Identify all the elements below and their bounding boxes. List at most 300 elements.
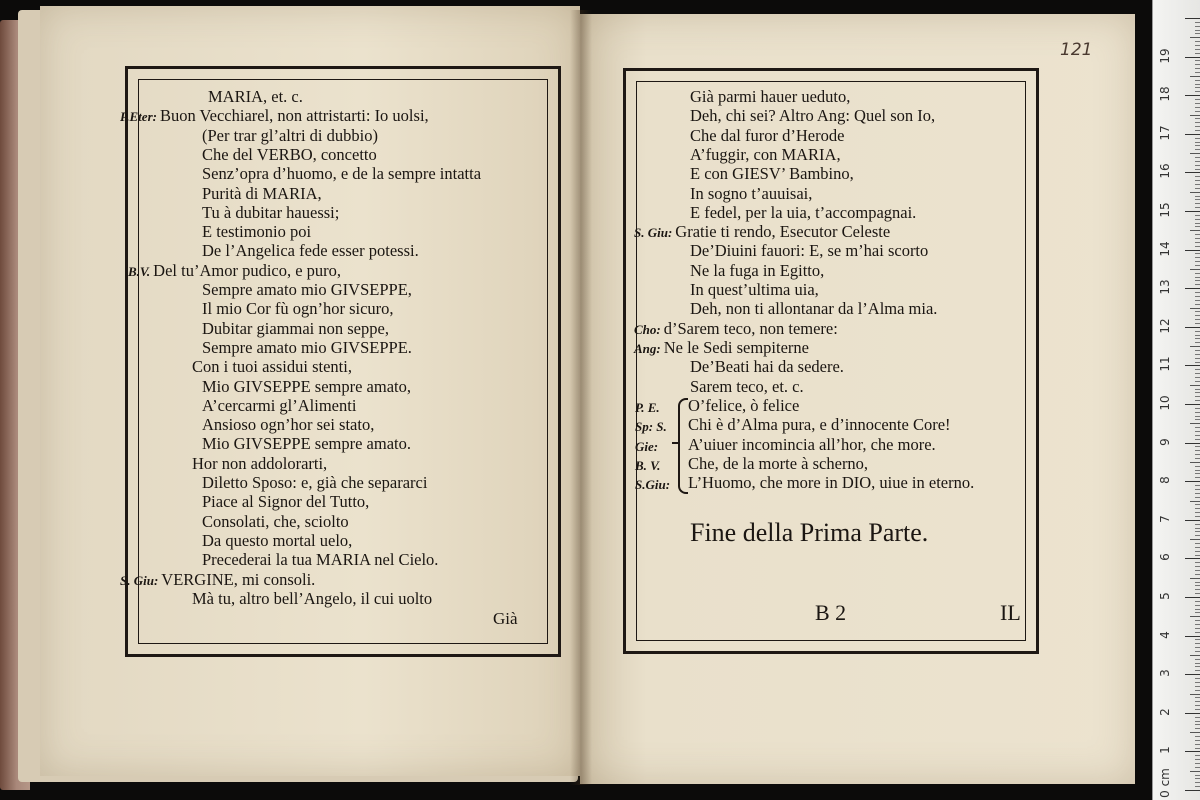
verse-line — [202, 320, 389, 338]
verse-line — [208, 88, 303, 106]
ruler-tick — [1185, 751, 1200, 752]
ruler-label: 12 — [1158, 318, 1172, 334]
ruler-tick — [1195, 358, 1200, 359]
ruler-tick — [1195, 68, 1200, 69]
verse-text: Deh, non ti allontanar da l’Alma mia. — [690, 299, 938, 319]
verse-text: De’Beati hai da sedere. — [690, 357, 844, 377]
ruler-tick — [1190, 578, 1200, 579]
verse-line — [202, 242, 419, 260]
ruler-tick — [1185, 597, 1200, 598]
ruler-tick — [1195, 531, 1200, 532]
ruler-tick — [1195, 53, 1200, 54]
ruler-tick — [1195, 724, 1200, 725]
verse-line — [202, 397, 356, 415]
ruler-tick — [1195, 392, 1200, 393]
ruler-tick — [1195, 130, 1200, 131]
verse-line — [202, 339, 412, 357]
verse-text: Buon Vecchiarel, non attristarti: Io uolsi, — [159, 106, 429, 126]
chorus-speaker: Gie: — [635, 438, 659, 454]
ruler-tick — [1195, 261, 1200, 262]
verse-text: E testimonio poi — [202, 222, 312, 242]
ruler-tick — [1195, 767, 1200, 768]
ruler-tick — [1195, 354, 1200, 355]
ruler-tick — [1195, 72, 1200, 73]
ruler-tick — [1190, 655, 1200, 656]
verse-line — [690, 185, 812, 203]
ruler-tick — [1195, 663, 1200, 664]
verse-line — [634, 223, 890, 242]
verse-line — [690, 88, 850, 106]
ruler-tick — [1195, 682, 1200, 683]
ruler-tick — [1195, 535, 1200, 536]
ruler-tick — [1195, 315, 1200, 316]
ruler-tick — [1190, 423, 1200, 424]
ruler-tick — [1195, 416, 1200, 417]
ruler-tick — [1195, 338, 1200, 339]
ruler-tick — [1195, 705, 1200, 706]
ruler-tick — [1195, 238, 1200, 239]
ruler-tick — [1195, 118, 1200, 119]
ruler-tick — [1195, 196, 1200, 197]
ruler-tick — [1185, 790, 1200, 791]
ruler-tick — [1195, 277, 1200, 278]
verse-text: Piace al Signor del Tutto, — [202, 492, 370, 512]
ruler-tick — [1195, 678, 1200, 679]
ruler-tick — [1195, 775, 1200, 776]
ruler-tick — [1195, 223, 1200, 224]
ruler-tick — [1195, 41, 1200, 42]
verse-line — [690, 242, 928, 260]
ruler-tick — [1195, 84, 1200, 85]
verse-text: VERGINE, mi consoli. — [161, 569, 316, 589]
verse-text: Ne la fuga in Egitto, — [690, 260, 825, 280]
speaker-label: B.V. — [128, 263, 151, 279]
verse-line — [120, 571, 315, 590]
ruler-tick — [1195, 504, 1200, 505]
ruler-tick — [1195, 80, 1200, 81]
ruler-tick — [1195, 412, 1200, 413]
ruler-label: 6 — [1158, 553, 1172, 562]
ruler-tick — [1195, 188, 1200, 189]
ruler-tick — [1195, 60, 1200, 61]
ruler-tick — [1195, 446, 1200, 447]
verse-line — [192, 455, 327, 473]
verse-line — [690, 146, 841, 164]
verse-text: Senz’opra d’huomo, e de la sempre intatta — [202, 164, 482, 184]
verse-text: (Per trar gl’altri di dubbio) — [202, 125, 378, 145]
ruler-tick — [1195, 373, 1200, 374]
ruler-tick — [1195, 199, 1200, 200]
ruler-tick — [1190, 346, 1200, 347]
ruler-tick — [1185, 713, 1200, 714]
ruler-tick — [1190, 771, 1200, 772]
folio-number: 121 — [1060, 40, 1093, 60]
verse-line — [690, 281, 819, 299]
ruler-tick — [1190, 462, 1200, 463]
speaker-label: S. Giu: — [634, 225, 673, 241]
ruler-label: 10 — [1158, 395, 1172, 411]
ruler-tick — [1195, 427, 1200, 428]
verse-text: Gratie ti rendo, Esecutor Celeste — [675, 222, 891, 242]
ruler-tick — [1195, 145, 1200, 146]
ruler-tick — [1195, 377, 1200, 378]
ruler-tick — [1195, 489, 1200, 490]
ruler-tick — [1195, 736, 1200, 737]
ruler-tick — [1190, 37, 1200, 38]
verse-line — [202, 281, 412, 299]
ruler-tick — [1195, 49, 1200, 50]
left-catchword: Già — [493, 609, 518, 628]
ruler-tick — [1190, 732, 1200, 733]
ruler-tick — [1185, 520, 1200, 521]
ruler-tick — [1195, 389, 1200, 390]
ruler-tick — [1195, 470, 1200, 471]
ruler-label: 0 cm — [1158, 768, 1172, 798]
ruler-tick — [1195, 605, 1200, 606]
ruler-tick — [1190, 115, 1200, 116]
ruler-tick — [1190, 694, 1200, 695]
chorus-speaker: P. E. — [635, 400, 660, 415]
ruler-tick — [1195, 690, 1200, 691]
ruler-tick — [1185, 404, 1200, 405]
ruler-tick — [1195, 203, 1200, 204]
ruler-tick — [1190, 616, 1200, 617]
ruler-tick — [1195, 64, 1200, 65]
speaker-label: Cho: — [634, 321, 661, 337]
ruler-tick — [1185, 365, 1200, 366]
verse-text: Precederai la tua MARIA nel Cielo. — [202, 550, 439, 570]
ruler-tick — [1195, 362, 1200, 363]
ruler-tick — [1195, 528, 1200, 529]
ruler-tick — [1195, 574, 1200, 575]
ruler-tick — [1195, 778, 1200, 779]
ruler-tick — [1185, 211, 1200, 212]
verse-text: Mio GIVSEPPE sempre amato. — [202, 434, 411, 454]
verse-line — [202, 223, 311, 241]
ruler-tick — [1195, 419, 1200, 420]
ruler-tick — [1195, 721, 1200, 722]
chorus-line: O’felice, ò felice — [688, 396, 800, 415]
ruler-tick — [1195, 335, 1200, 336]
ruler-tick — [1195, 122, 1200, 123]
verse-text: Tu à dubitar hauessi; — [202, 202, 340, 222]
verse-text: In quest’ultima uia, — [690, 280, 819, 299]
ruler-tick — [1195, 670, 1200, 671]
ruler-tick — [1195, 555, 1200, 556]
ruler-tick — [1195, 701, 1200, 702]
verse-text: E con GIESV’ Bambino, — [690, 164, 854, 184]
verse-text: Già parmi hauer ueduto, — [690, 87, 851, 106]
ruler-tick — [1195, 319, 1200, 320]
ruler-label: 11 — [1158, 356, 1172, 373]
verse-line — [192, 358, 352, 376]
ruler-tick — [1195, 458, 1200, 459]
ruler-tick — [1195, 585, 1200, 586]
ruler-tick — [1185, 481, 1200, 482]
ruler-tick — [1195, 304, 1200, 305]
ruler-tick — [1195, 728, 1200, 729]
ruler-tick — [1195, 620, 1200, 621]
ruler-tick — [1195, 566, 1200, 567]
ruler-tick — [1195, 284, 1200, 285]
verse-text: In sogno t’auuisai, — [690, 183, 813, 203]
ruler-tick — [1190, 153, 1200, 154]
verse-line — [202, 300, 394, 318]
ruler-label: 13 — [1158, 279, 1172, 295]
ruler-tick — [1195, 709, 1200, 710]
ruler-tick — [1195, 740, 1200, 741]
ruler-tick — [1195, 612, 1200, 613]
ruler-tick — [1195, 296, 1200, 297]
ruler-tick — [1195, 659, 1200, 660]
ruler-tick — [1195, 396, 1200, 397]
verse-text: Che del VERBO, concetto — [202, 144, 377, 164]
ruler-tick — [1195, 161, 1200, 162]
verse-line — [202, 551, 438, 569]
ruler-tick — [1195, 643, 1200, 644]
verse-line — [202, 435, 411, 453]
ruler-tick — [1195, 292, 1200, 293]
ruler-tick — [1190, 501, 1200, 502]
ruler-tick — [1195, 280, 1200, 281]
ruler-tick — [1195, 512, 1200, 513]
verse-line — [202, 532, 352, 550]
ruler-tick — [1195, 497, 1200, 498]
chorus-line: Chi è d’Alma pura, e d’innocente Core! — [688, 415, 951, 435]
speaker-label: Ang: — [634, 340, 661, 356]
verse-line — [202, 513, 349, 531]
ruler-tick — [1195, 609, 1200, 610]
ruler-tick — [1195, 257, 1200, 258]
ruler-tick — [1190, 539, 1200, 540]
ruler-tick — [1190, 230, 1200, 231]
ruler-label: 19 — [1158, 47, 1172, 64]
right-catchword: IL — [1000, 600, 1021, 625]
ruler-tick — [1185, 95, 1200, 96]
ruler-tick — [1195, 242, 1200, 243]
verse-line — [120, 107, 429, 126]
verse-text: Sempre amato mio GIVSEPPE, — [202, 280, 412, 299]
ruler-tick — [1195, 184, 1200, 185]
ruler-tick — [1195, 253, 1200, 254]
ruler-tick — [1195, 26, 1200, 27]
verse-text: Deh, chi sei? Altro Ang: Quel son Io, — [690, 106, 936, 126]
ruler-tick — [1195, 30, 1200, 31]
ruler-tick — [1195, 300, 1200, 301]
ruler-tick — [1195, 215, 1200, 216]
verse-line — [690, 358, 844, 376]
ruler-tick — [1195, 111, 1200, 112]
ruler-tick — [1195, 45, 1200, 46]
verse-line — [202, 378, 411, 396]
ruler-tick — [1195, 759, 1200, 760]
verse-line — [202, 204, 339, 222]
ruler-tick — [1195, 601, 1200, 602]
chorus-line: A’uiuer incomincia all’hor, che more. — [688, 434, 936, 454]
ruler-tick — [1195, 149, 1200, 150]
verse-text: Hor non addolorarti, — [192, 453, 328, 473]
ruler-label: 7 — [1158, 514, 1172, 523]
ruler-label: 5 — [1158, 592, 1172, 600]
ruler-tick — [1195, 87, 1200, 88]
ruler-tick — [1195, 524, 1200, 525]
ruler-tick — [1195, 624, 1200, 625]
ruler-tick — [1195, 381, 1200, 382]
ruler-label: 8 — [1158, 476, 1172, 485]
ruler-tick — [1195, 786, 1200, 787]
ruler-label: 4 — [1158, 630, 1172, 639]
ruler-label: 15 — [1158, 202, 1172, 218]
ruler-label: 2 — [1158, 707, 1172, 716]
verse-text: Che dal furor d’Herode — [690, 125, 845, 145]
ruler-tick — [1190, 385, 1200, 386]
ruler-tick — [1185, 57, 1200, 58]
verse-line — [202, 127, 378, 145]
ruler-tick — [1195, 103, 1200, 104]
ruler-tick — [1195, 142, 1200, 143]
ruler-tick — [1185, 134, 1200, 135]
ruler-tick — [1195, 547, 1200, 548]
ruler-tick — [1195, 551, 1200, 552]
ruler-tick — [1195, 350, 1200, 351]
verse-line — [202, 416, 374, 434]
ruler-tick — [1195, 431, 1200, 432]
ruler-tick — [1195, 570, 1200, 571]
ruler-tick — [1195, 369, 1200, 370]
ruler-tick — [1195, 273, 1200, 274]
ruler-tick — [1195, 408, 1200, 409]
ruler-tick — [1195, 647, 1200, 648]
verse-text: Mà tu, altro bell’Angelo, il cui uolto — [192, 588, 433, 608]
verse-line — [202, 146, 377, 164]
ruler-tick — [1195, 782, 1200, 783]
verse-text: Con i tuoi assidui stenti, — [192, 357, 352, 377]
ruler-tick — [1195, 651, 1200, 652]
verse-text: E fedel, per la uia, t’accompagnai. — [690, 202, 917, 222]
ruler-tick — [1195, 763, 1200, 764]
verse-line — [690, 378, 804, 396]
verse-text: Da questo mortal uelo, — [202, 530, 353, 550]
ruler-tick — [1195, 632, 1200, 633]
ruler-tick — [1195, 686, 1200, 687]
ruler-tick — [1195, 628, 1200, 629]
verse-text: Sarem teco, et. c. — [690, 376, 804, 396]
ruler-tick — [1195, 493, 1200, 494]
verse-text: Del tu’Amor pudico, e puro, — [153, 260, 342, 280]
ruler-tick — [1190, 76, 1200, 77]
ruler-tick — [1185, 558, 1200, 559]
verse-text: A’cercarmi gl’Alimenti — [202, 395, 357, 415]
verse-line — [690, 107, 935, 125]
ruler-label: 16 — [1158, 163, 1172, 180]
ruler-tick — [1195, 466, 1200, 467]
ruler-tick — [1185, 636, 1200, 637]
signature-mark: B 2 — [815, 600, 847, 625]
ruler-tick — [1195, 450, 1200, 451]
ruler-tick — [1195, 323, 1200, 324]
ruler-tick — [1195, 126, 1200, 127]
ruler-tick — [1195, 744, 1200, 745]
ruler-tick — [1195, 157, 1200, 158]
ruler-tick — [1195, 593, 1200, 594]
ruler-tick — [1185, 288, 1200, 289]
ruler-label: 18 — [1158, 86, 1172, 102]
chorus-brace — [678, 398, 688, 494]
ruler-tick — [1195, 180, 1200, 181]
verse-line — [690, 165, 854, 183]
verse-text: d’Sarem teco, non temere: — [663, 318, 838, 338]
ruler-tick — [1185, 443, 1200, 444]
ruler-tick — [1195, 99, 1200, 100]
ruler-tick — [1195, 543, 1200, 544]
ruler-tick — [1195, 516, 1200, 517]
chorus-line: L’Huomo, che more in DIO, uiue in eterno. — [688, 473, 975, 493]
ruler-label: 9 — [1158, 437, 1172, 446]
verse-line — [690, 300, 937, 318]
ruler-tick — [1195, 246, 1200, 247]
ruler-tick — [1195, 562, 1200, 563]
ruler-tick — [1195, 717, 1200, 718]
ruler-tick — [1195, 589, 1200, 590]
verse-line — [634, 339, 809, 358]
ruler-tick — [1195, 33, 1200, 34]
verse-line — [690, 262, 824, 280]
part-end-title: Fine della Prima Parte. — [690, 518, 929, 547]
ruler-tick — [1195, 473, 1200, 474]
speaker-label: P.Eter: — [120, 109, 157, 125]
ruler-tick — [1195, 435, 1200, 436]
ruler-label: 14 — [1158, 240, 1172, 257]
ruler-tick — [1195, 666, 1200, 667]
ruler-tick — [1195, 342, 1200, 343]
ruler-tick — [1195, 138, 1200, 139]
verse-line — [192, 590, 432, 608]
verse-text: De’Diuini fauori: E, se m’hai scorto — [690, 241, 929, 261]
ruler-tick — [1195, 91, 1200, 92]
book-gutter — [570, 10, 592, 785]
ruler-tick — [1195, 485, 1200, 486]
measurement-ruler — [1152, 0, 1200, 800]
verse-text: Ansioso ogn’hor sei stato, — [202, 415, 375, 435]
chorus-speaker: S.Giu: — [635, 477, 671, 493]
ruler-tick — [1185, 250, 1200, 251]
ruler-tick — [1190, 308, 1200, 309]
ruler-tick — [1195, 477, 1200, 478]
verse-text: Il mio Cor fù ogn’hor sicuro, — [202, 299, 394, 319]
verse-text: Ne le Sedi sempiterne — [663, 337, 809, 357]
verse-line — [690, 127, 844, 145]
ruler-tick — [1195, 755, 1200, 756]
verse-text: Diletto Sposo: e, già che separarci — [202, 473, 428, 492]
ruler-tick — [1195, 234, 1200, 235]
verse-line — [634, 320, 838, 339]
verse-text: A’fuggir, con MARIA, — [690, 144, 841, 164]
ruler-tick — [1195, 697, 1200, 698]
ruler-tick — [1195, 331, 1200, 332]
ruler-tick — [1195, 639, 1200, 640]
chorus-speaker: Sp: S. — [635, 419, 667, 435]
ruler-tick — [1190, 192, 1200, 193]
ruler-tick — [1195, 265, 1200, 266]
ruler-tick — [1195, 508, 1200, 509]
verse-text: MARIA, et. c. — [208, 87, 303, 106]
ruler-tick — [1195, 439, 1200, 440]
ruler-tick — [1195, 165, 1200, 166]
ruler-tick — [1185, 172, 1200, 173]
ruler-label: 1 — [1158, 746, 1172, 755]
ruler-tick — [1195, 454, 1200, 455]
verse-line — [690, 204, 916, 222]
